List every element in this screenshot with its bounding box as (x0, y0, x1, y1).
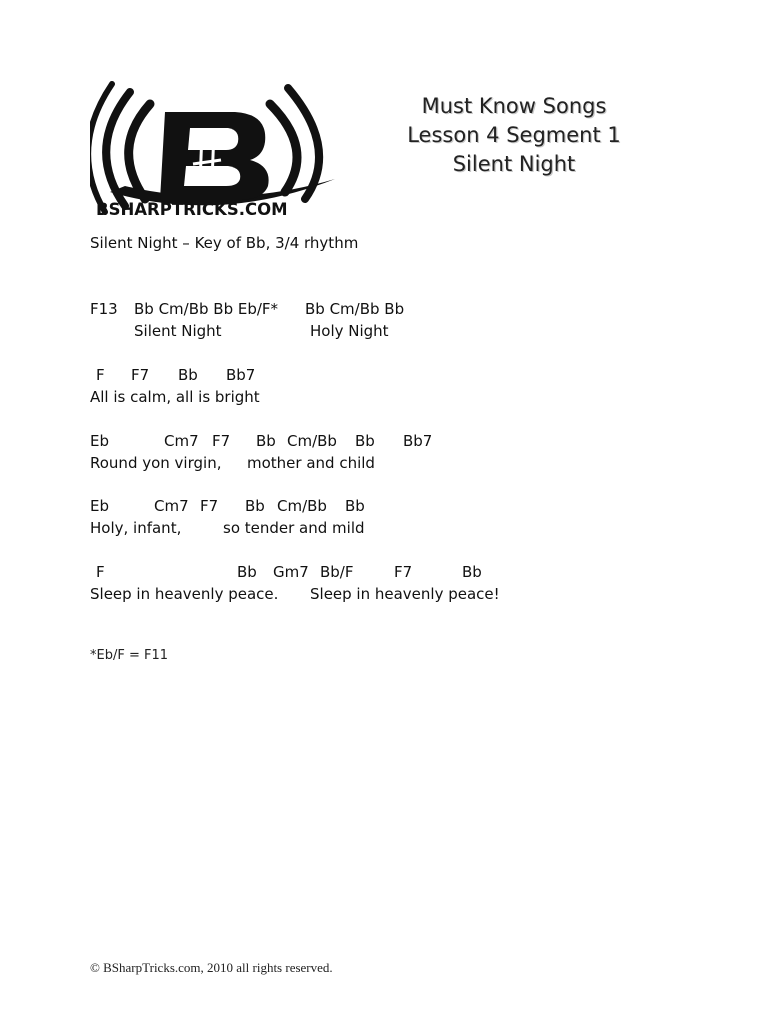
chord: Bb (256, 432, 276, 450)
footnote: *Eb/F = F11 (90, 648, 168, 663)
bsharp-logo-icon (90, 74, 340, 222)
chord: Eb (90, 432, 109, 450)
chord: Bb (345, 497, 365, 515)
title-line-1: Must Know Songs (421, 94, 607, 118)
copyright-notice: © BSharpTricks.com, 2010 all rights reserved. (90, 960, 333, 975)
chord: Gm7 (273, 563, 309, 581)
chord: Bb7 (403, 432, 433, 450)
lyric: Sleep in heavenly peace. (90, 585, 279, 603)
bsharp-logo (90, 74, 340, 222)
lyric: Holy, infant, (90, 519, 182, 537)
lyric: Sleep in heavenly peace! (310, 585, 500, 603)
lyric: so tender and mild (223, 519, 365, 537)
chord: Eb (90, 497, 109, 515)
chord: Bb7 (226, 366, 256, 384)
chord: Cm7 (154, 497, 189, 515)
chord: Cm/Bb (287, 432, 337, 450)
chord: Cm7 (164, 432, 199, 450)
lyric: Holy Night (310, 322, 389, 340)
lyric: Round yon virgin, (90, 454, 222, 472)
chord: F7 (200, 497, 219, 515)
chord: Cm/Bb (277, 497, 327, 515)
lyric: mother and child (247, 454, 375, 472)
chord: Bb (178, 366, 198, 384)
lyric: All is calm, all is bright (90, 388, 260, 406)
chord: Bb (462, 563, 482, 581)
lyric: Silent Night (134, 322, 222, 340)
chord: F (96, 366, 105, 384)
title-line-3: Silent Night (452, 152, 576, 176)
chord: F7 (131, 366, 150, 384)
title-line-2: Lesson 4 Segment 1 (407, 123, 621, 147)
chord: Bb (355, 432, 375, 450)
lesson-title (384, 92, 644, 179)
chord: Bb Cm/Bb Bb Eb/F* (134, 300, 279, 318)
song-intro: Silent Night – Key of Bb, 3/4 rhythm (90, 234, 359, 252)
brand-text: BSHARPTRICKS.COM (96, 200, 288, 219)
chord: Bb (237, 563, 257, 581)
chord: F7 (212, 432, 231, 450)
chord: F (96, 563, 105, 581)
chord: Bb (245, 497, 265, 515)
chord: Bb Cm/Bb Bb (305, 300, 405, 318)
chord: F13 (90, 300, 118, 318)
chord: F7 (394, 563, 413, 581)
chord: Bb/F (320, 563, 354, 581)
